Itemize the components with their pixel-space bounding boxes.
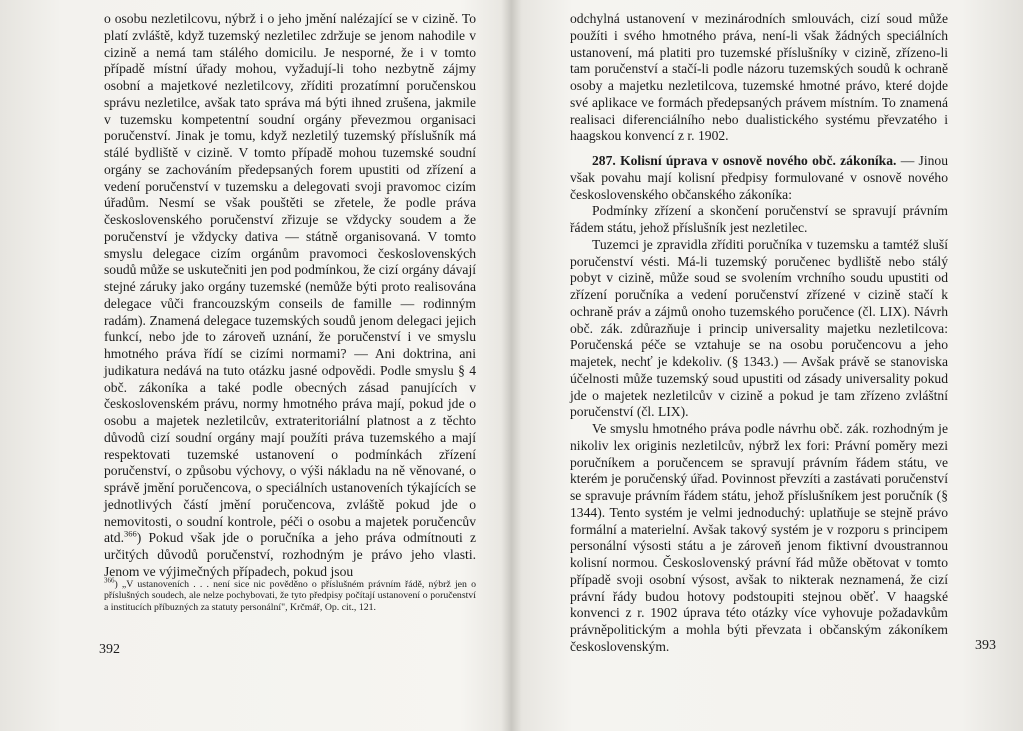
section-paragraph xyxy=(570,153,948,203)
left-main-paragraph xyxy=(104,11,476,581)
footnote-number: 366 xyxy=(104,576,115,585)
right-top-paragraph: odchylná ustanovení v mezinárodních smlouvách, cizí soud může použíti i svého hmotného práva, není-li však žádných speciálních ustanovení, má platiti pro tuzemské příslušníky v cizině, zřízeno-li tam poručenství a stačí-li podle názoru tuzemských soudů k ochraně osoby a majetku nezletilcova, tuzemské hmotné právo, které dojde své aplikace ve formách předepsaných právem místním. To znamená realisaci diferenciálního nebo dualistického systému převzatého i haagskou konvencí z r. 1902. xyxy=(570,11,948,144)
section-title: Kolisní úprava v osnově nového obč. zákoníka. xyxy=(620,153,897,168)
section-number: 287. xyxy=(592,153,616,168)
left-page xyxy=(0,0,505,731)
page-number-right: 393 xyxy=(975,638,996,653)
right-page xyxy=(518,0,1023,731)
substantive-law-paragraph: Ve smyslu hmotného práva podle návrhu obč. zák. rozhodným je nikoliv lex originis nezletilcův, nýbrž lex fori: Právní poměry mezi poručníkem a poručencem se spravují právním řádem státu, ve kterém je poručenský úřad. Povinnost převzíti a zastávati poručenství se spravuje právním řádem státu, jehož příslušníkem jest poručník (§ 1344). Tento systém je velmi jednoduchý: uplatňuje se stejně právo formální a materielní. Avšak takový systém je v rozporu s principem personální výsosti státu a je zároveň jenom fiktivní dvoustrannou kolisní normou. Československý právní řád může obětovat v tomto případě svoji osobní výsost, avšak to nikterak neznamená, že cizí právní řády budou hotovy podstoupiti stejnou oběť. V haagské konvenci z r. 1902 úprava této otázky více vyhovuje požadavkům právněpolitickým a mohla býti převzata i občanským zákoníkem československým. xyxy=(570,421,948,654)
tuzemci-paragraph: Tuzemci je zpravidla zříditi poručníka v tuzemsku a tamtéž sluší poručenství vésti. Má-li tuzemský poručenec bydliště nebo stálý pobyt v cizině, může soud se svolením vrchního soudu upustiti od zřízení poručníka a vedení poručenství zřízené v cizině stačí k ochraně práv a zájmů onoho tuzemského poručence (čl. LIX). Návrh obč. zák. zdůrazňuje i princip universality majetku nezletilcova: Poručenská péče se vztahuje se na osobu poručencovu a jeho majetek, nechť je kdekoliv. (§ 1343.) — Avšak právě se stanoviska účelnosti může tuzemský soud upustiti od zásady universality pokud jde o majetek nezletilcův v cizině a pokud je tam zřízeno zvláštní poručenství (čl. LIX). xyxy=(570,236,948,420)
left-main-text: o osobu nezletilcovu, nýbrž i o jeho jmění nalézající se v cizině. To platí zvláště, když tuzemský nezletilec zdržuje se jenom nahodile v cizině a nemá tam stálého domicilu. Je nesporné, že i v tomto případě místní úřady mohou, vyžadují-li toho nezbytně zájmy osobní a majetkové nezletilcovy, zříditi prozatímní poručenskou správu nezletilce, avšak tato správa má býti ihned zrušena, jakmile v tuzemsku kompetentní soudní orgány převezmou organisaci poručenství. Jinak je tomu, když nezletilý tuzemský příslušník má stálé bydliště v cizině. V tomto případě mohou tuzemské soudní orgány se zachováním předepsaných forem upustiti od zřízení a vedení poručenství v tuzemsku a delegovati svoji pravomoc cizím úřadům. Nesmí se však pouštěti se zřetele, že podle práva československého poručenství zřizuje se vždycky soudem a že poručenství je vždycky dativa — státně organisovaná. V tomto smyslu delegace cizím orgánům pravomoci československých soudů může se uskutečniti jen pod podmínkou, že cizí orgány dávají stejné záruky jako orgány tuzemské (nemůže býti proto realisována delegace vůči francouzským conseils de famille — rodinným radám). Znamená delegace tuzemských soudů jenom delegaci jejich funkcí, nebo jde to zároveň uznání, že poručenství i ve smyslu hmotného práva řídí se cizími normami? — Ani doktrina, ani judikatura nedává na tuto otázku jasné odpovědi. Podle smyslu § 4 obč. zákoníka a také podle obecných zásad panujících v československém právu, normy hmotného práva mají, pokud jde o osobu a majetek nezletilcův, extrateritoriální platnost a z těchto důvodů cizí soudní orgány mají použíti práva tuzemského a mají respektovati tuzemské ustanovení o podmínkách zřízení poručenství, o způsobu výchovy, o výši nákladu na ně věnované, o správě jmění poručencova, o speciálních ustanoveních týkajících se jednotlivých částí jmění poručencova, zvláště pokud jde o nemovitosti, o soudní kontrole, péči o osobu a majetek poručencův atd. xyxy=(104,11,476,546)
footnote-reference[interactable]: 366 xyxy=(124,528,137,539)
right-page-body xyxy=(570,11,948,656)
page-number-left: 392 xyxy=(99,642,120,657)
section-intro-text: — Jinou však povahu mají kolisní předpisy formulované v osnově nového československého občanského zákoníka: xyxy=(570,153,949,202)
left-after-ref-text: ) Pokud však jde o poručníka a jeho práva odmítnouti z určitých důvodů poručenství, rozhodným je právo jeho vlasti. Jenom ve výjimečných případech, pokud jsou xyxy=(104,530,476,579)
footnote-text: ) „V ustanoveních . . . není sice nic pověděno o příslušném právním řádě, nýbrž jen o příslušných soudech, ale nelze pochybovati, že tyto předpisy počítají ustanovení o poručenství a institucích příbuzných za statuty personální", Krčmář, Op. cit., 121. xyxy=(104,579,476,613)
left-page-body xyxy=(104,11,476,581)
conditions-paragraph: Podmínky zřízení a skončení poručenství se spravují právním řádem státu, jehož příslušník jest nezletilec. xyxy=(570,203,948,235)
footnote xyxy=(104,576,476,613)
